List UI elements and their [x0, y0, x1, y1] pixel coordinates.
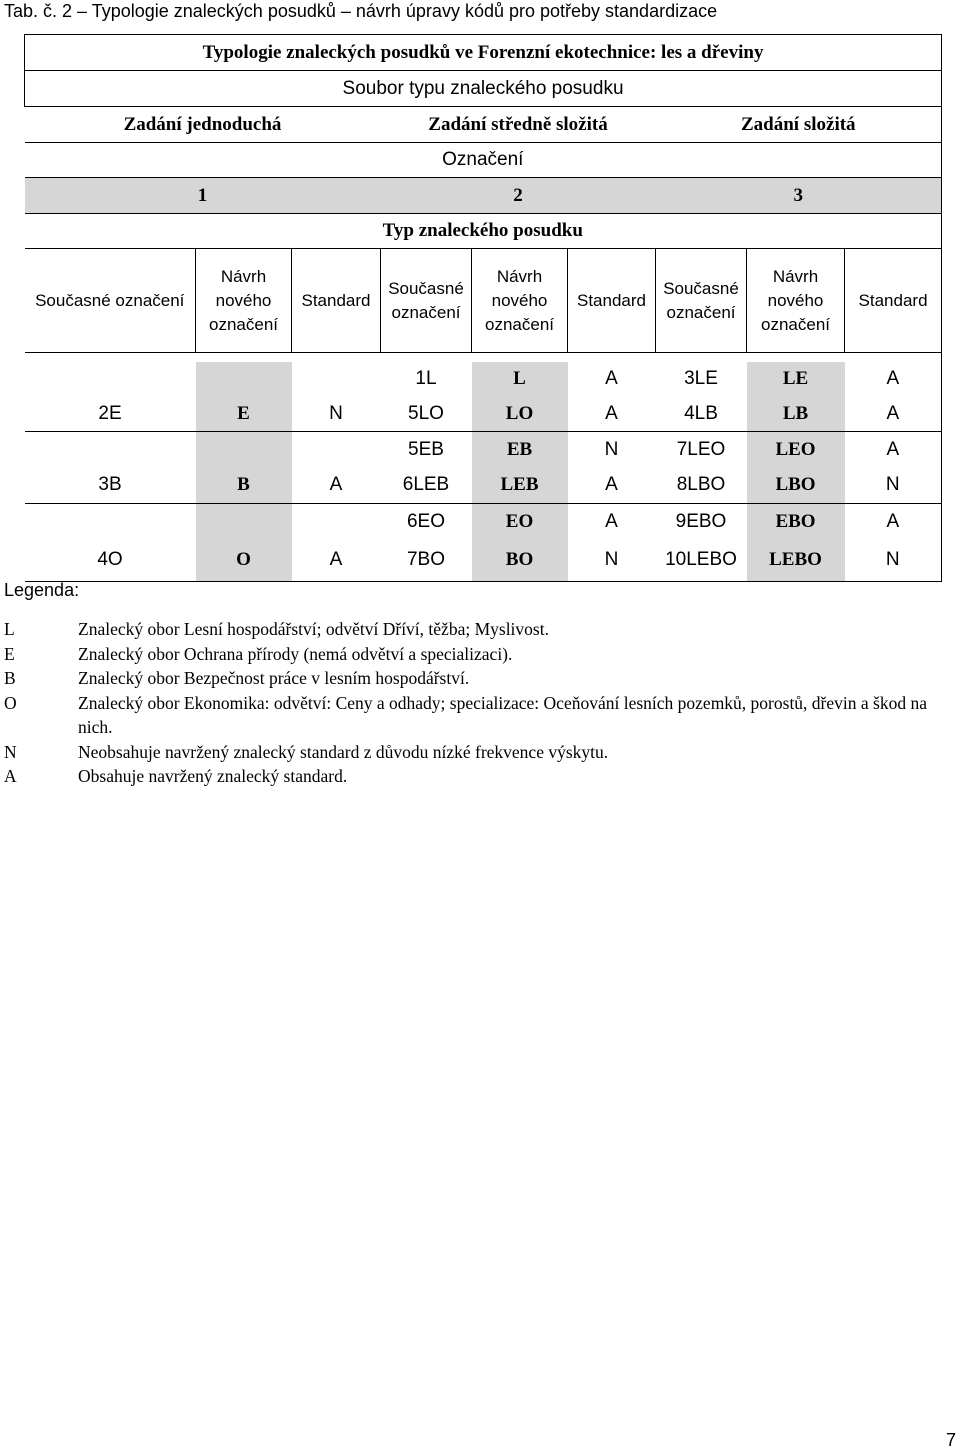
- legend-key: A: [4, 766, 17, 786]
- table-caption: Tab. č. 2 – Typologie znaleckých posudků – návrh úpravy kódů pro potřeby standardizace: [4, 1, 718, 21]
- level-2: 2: [381, 178, 656, 214]
- table-cell: 7BO: [381, 540, 472, 582]
- table-cell: A: [845, 397, 942, 432]
- table-cell: 9EBO: [675, 510, 727, 532]
- table-cell: [292, 432, 381, 468]
- typology-table: [24, 34, 942, 582]
- table-cell: A: [568, 468, 656, 504]
- oznaceni-header: Označení: [25, 143, 942, 178]
- legend-item: [4, 666, 960, 691]
- zadani-medium: Zadání středně složitá: [381, 107, 656, 143]
- legend-item: [4, 740, 960, 765]
- legend-text: Znalecký obor Lesní hospodářství; odvětví Dříví, těžba; Myslivost.: [78, 619, 549, 639]
- table-cell: 8LBO: [656, 468, 747, 504]
- legend-key: N: [4, 741, 17, 762]
- legend-item: [4, 764, 960, 789]
- table-cell: 3B: [25, 468, 196, 504]
- table-cell: [25, 362, 196, 397]
- table-cell: LB: [747, 397, 845, 432]
- table-cell: [25, 504, 196, 540]
- table-cell: 10LEBO: [656, 540, 747, 582]
- col-proposal-1: Návrh nového označení: [196, 249, 292, 353]
- legend-key: L: [4, 619, 15, 639]
- legend-item: [4, 691, 960, 740]
- legend-title: Legenda:: [4, 580, 80, 600]
- table-cell: A: [605, 368, 618, 389]
- zadani-complex: Zadání složitá: [656, 107, 942, 143]
- table-cell: O: [196, 540, 292, 582]
- table-cell: LEO: [747, 432, 845, 468]
- page-number: 7: [946, 1430, 957, 1450]
- table-cell: A: [605, 510, 618, 532]
- col-current-3: Současné označení: [656, 249, 747, 353]
- table-cell: 4O: [25, 540, 196, 582]
- table-cell: A: [292, 540, 381, 582]
- col-proposal-3: Návrh nového označení: [747, 249, 845, 353]
- table-cell: [196, 504, 292, 540]
- legend-key: O: [4, 692, 17, 713]
- table-cell: N: [845, 540, 942, 582]
- table-cell: A: [845, 362, 942, 397]
- legend-text: Znalecký obor Ekonomika: odvětví: Ceny a odhady; specializace: Oceňování lesních pozemků, porostů, dřevin a škod na nich.: [78, 692, 927, 737]
- table-cell: 4LB: [656, 397, 747, 432]
- table-cell: 1L: [415, 368, 437, 389]
- table-cell: 6EO: [406, 510, 446, 532]
- col-current-1: Současné označení: [25, 249, 196, 353]
- table-cell: 5LO: [381, 397, 472, 432]
- col-standard-2: Standard: [568, 249, 656, 353]
- table-cell: 3LE: [684, 368, 718, 389]
- table-cell: LEBO: [747, 540, 845, 582]
- table-cell: A: [568, 397, 656, 432]
- legend-item: [4, 642, 960, 667]
- table-cell: A: [845, 504, 942, 540]
- legend-text: Znalecký obor Bezpečnost práce v lesním hospodářství.: [78, 668, 470, 688]
- table-cell: LBO: [747, 468, 845, 504]
- table-cell: B: [196, 468, 292, 504]
- table-cell: E: [196, 397, 292, 432]
- table-cell: N: [845, 468, 942, 504]
- table-cell: [196, 432, 292, 468]
- col-standard-1: Standard: [292, 249, 381, 353]
- table-cell: [25, 432, 196, 468]
- table-cell: N: [568, 540, 656, 582]
- table-cell: [292, 504, 381, 540]
- level-3: 3: [656, 178, 942, 214]
- table-cell: 2E: [25, 397, 196, 432]
- typ-header: Typ znaleckého posudku: [25, 214, 942, 249]
- table-cell: [196, 362, 292, 397]
- col-standard-3: Standard: [845, 249, 942, 353]
- table-cell: BO: [472, 540, 568, 582]
- table-cell: 7LEO: [676, 438, 726, 460]
- zadani-simple: Zadání jednoduchá: [25, 107, 381, 143]
- table-cell: LEB: [472, 468, 568, 504]
- legend-text: Neobsahuje navržený znalecký standard z důvodu nízké frekvence výskytu.: [78, 741, 609, 762]
- col-current-2: Současné označení: [381, 249, 472, 353]
- table-cell: N: [604, 438, 619, 460]
- soubor-header: Soubor typu znaleckého posudku: [25, 71, 942, 107]
- table-cell: LO: [472, 397, 568, 432]
- table-cell: A: [292, 468, 381, 504]
- table-cell: EBO: [747, 504, 845, 540]
- table-cell: 5EB: [408, 438, 444, 460]
- table-cell: L: [472, 362, 568, 397]
- legend-text: Obsahuje navržený znalecký standard.: [78, 766, 348, 786]
- table-title: Typologie znaleckých posudků ve Forenzní ekotechnice: les a dřeviny: [25, 35, 942, 71]
- table-cell: EB: [472, 432, 568, 468]
- table-cell: [292, 362, 381, 397]
- table-cell: LE: [747, 362, 845, 397]
- table-cell: A: [845, 432, 942, 468]
- table-cell: EO: [472, 504, 568, 540]
- legend: [4, 617, 960, 789]
- level-1: 1: [25, 178, 381, 214]
- legend-key: E: [4, 643, 15, 664]
- legend-item: [4, 617, 960, 642]
- table-cell: N: [292, 397, 381, 432]
- table-cell: 6LEB: [381, 468, 472, 504]
- legend-key: B: [4, 668, 16, 688]
- legend-text: Znalecký obor Ochrana přírody (nemá odvětví a specializaci).: [78, 643, 513, 664]
- col-proposal-2: Návrh nového označení: [472, 249, 568, 353]
